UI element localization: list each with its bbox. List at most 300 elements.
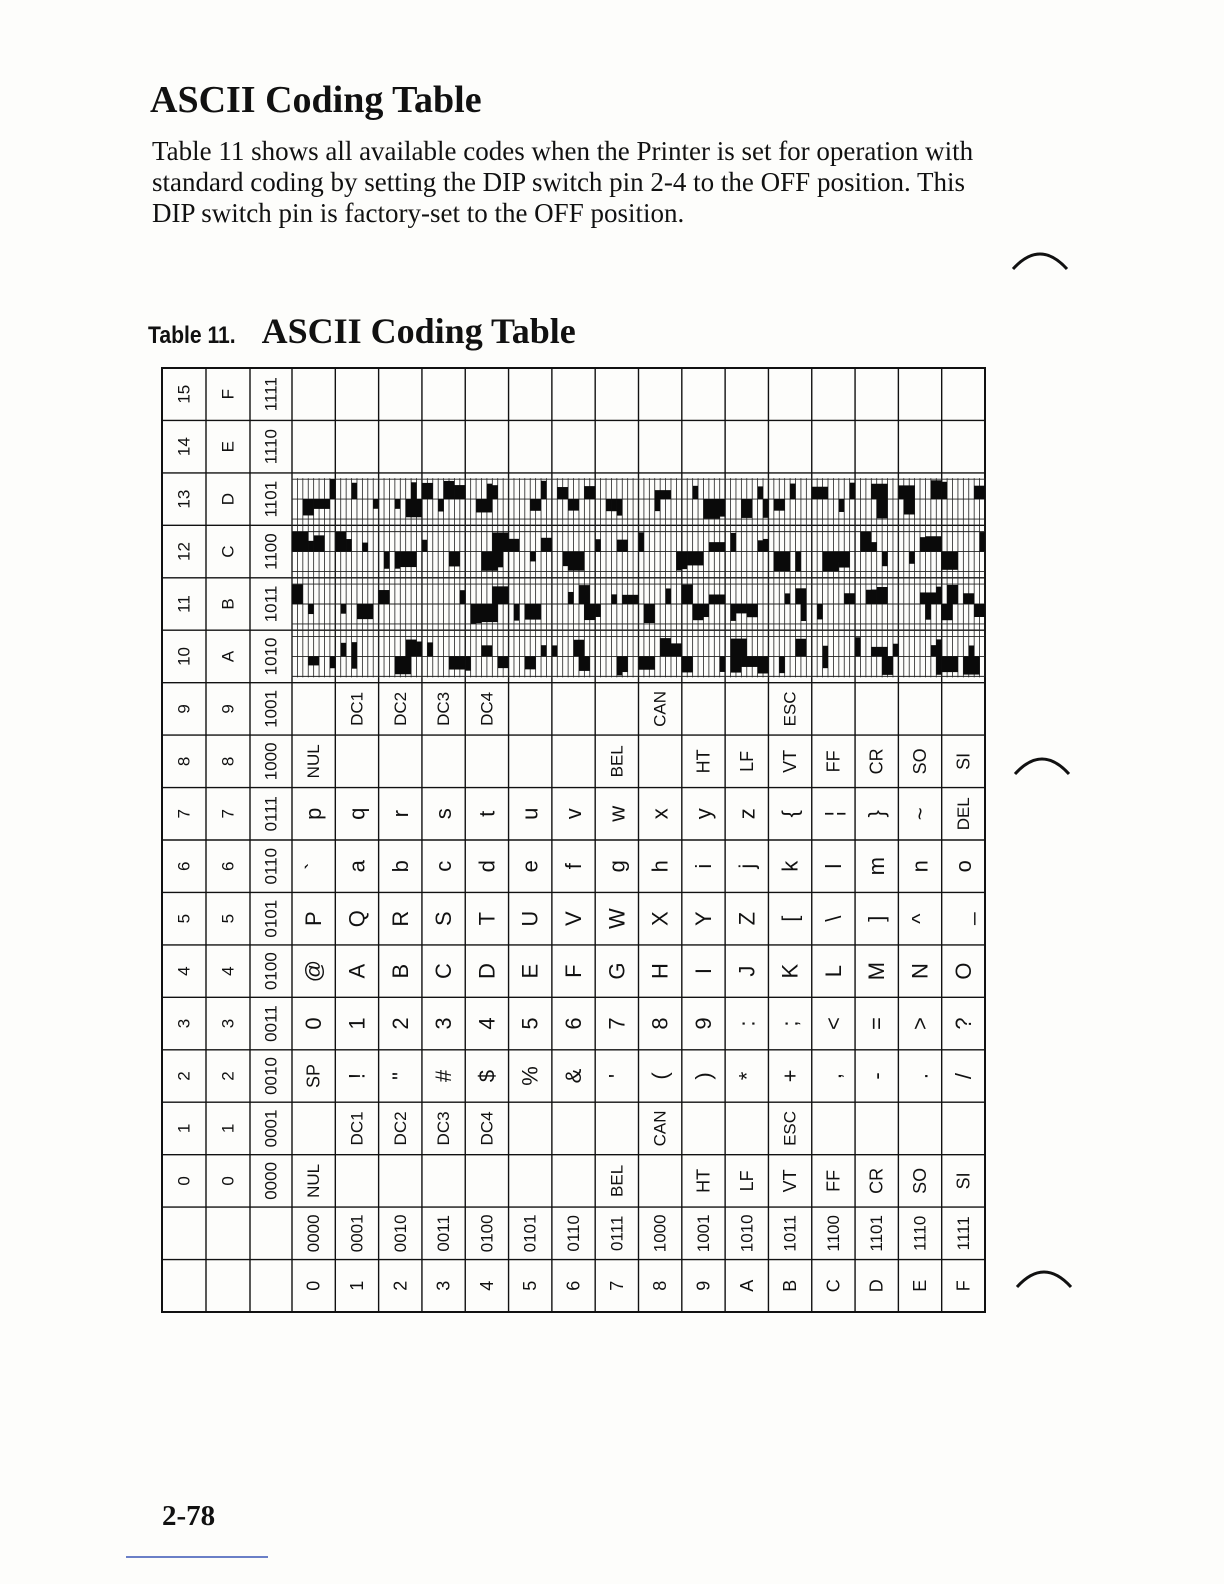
dot-block [714,499,725,517]
character-cell: O [950,962,976,980]
character-cell: ! [344,1072,370,1080]
dot-block [720,656,725,672]
column-binary-header: 1110 [910,1215,930,1251]
dot-block [655,490,671,499]
dot-block [406,640,417,657]
dot-block [574,640,585,657]
character-cell: 7 [604,1017,630,1030]
row-hex-label: 1 [218,1123,238,1134]
dot-block [481,645,492,656]
character-cell: SI [953,1172,974,1190]
row-decimal-label: 1 [174,1123,194,1134]
character-cell: " [387,1072,413,1080]
table-caption-title: ASCII Coding Table [261,311,576,351]
dot-block [871,484,887,499]
dot-block [731,656,742,672]
dot-block [395,499,400,509]
dot-block [942,552,958,570]
character-cell: = [864,1017,890,1030]
column-hex-header: A [736,1279,757,1292]
dot-block [796,588,807,604]
dot-block [422,540,427,552]
dot-block [308,656,319,665]
page-number: 2-78 [162,1500,216,1532]
dot-block [936,656,941,674]
character-cell: r [387,810,413,818]
dot-block [731,639,747,657]
character-cell: u [517,807,543,820]
character-cell: VT [780,1169,801,1193]
row-binary-label: 1110 [261,429,281,465]
character-cell: BEL [607,745,627,778]
row-hex-label: 3 [218,1018,238,1029]
column-hex-header: 3 [433,1280,454,1291]
character-cell: Z [734,911,760,926]
dot-block [855,637,860,656]
character-cell: DC3 [434,1111,454,1146]
dot-block [682,585,693,604]
dot-block [741,656,757,666]
dot-block [525,656,536,669]
character-cell: s [431,808,457,820]
character-cell: > [907,1017,933,1030]
column-binary-header: 1001 [693,1214,713,1253]
dot-block [611,594,616,604]
column-binary-header: 0110 [564,1215,584,1252]
dot-block [341,643,346,656]
dot-block [357,604,373,619]
character-cell: # [431,1069,457,1083]
character-cell: k [777,860,803,872]
dot-block [893,644,898,657]
character-cell: SP [303,1063,324,1089]
dot-block [314,535,325,551]
dot-block [584,486,595,499]
character-cell: m [864,857,890,876]
row-decimal-label: 3 [174,1018,194,1029]
character-cell: ` [301,862,327,870]
column-hex-header: 9 [693,1280,714,1291]
character-cell: I [690,968,716,975]
column-hex-header: B [780,1279,801,1292]
column-hex-header: C [823,1279,844,1293]
column-binary-header: 0111 [607,1215,627,1251]
character-cell: e [517,860,543,873]
character-cell: D [474,963,500,980]
row-hex-label: E [218,440,238,453]
dot-block [352,483,357,499]
character-cell: BEL [607,1164,627,1197]
dot-block [341,604,346,614]
character-cell: S [431,911,457,927]
dot-block [947,585,958,604]
row-binary-label: 0100 [261,952,281,991]
dot-block [963,656,979,674]
dot-block [606,499,611,511]
column-hex-header: 2 [390,1280,411,1291]
character-cell: U [517,910,543,927]
character-cell: * [734,1071,760,1081]
character-cell: W [604,908,630,930]
dot-block [346,539,351,552]
character-cell: G [604,962,630,980]
character-cell: n [907,860,933,873]
dot-block [476,499,492,512]
dot-block [541,481,546,499]
dot-block [709,594,725,604]
column-binary-header: 0000 [304,1214,324,1253]
row-decimal-label: 5 [174,913,194,924]
character-cell: ] [864,915,890,922]
character-cell: H [647,963,673,980]
dot-block [969,645,974,656]
row-decimal-label: 12 [174,542,194,562]
dot-block [877,587,888,604]
character-cell: DC1 [347,691,367,726]
dot-block [823,552,839,572]
dot-block [406,499,422,517]
row-decimal-label: 13 [174,489,194,509]
dot-block [308,604,313,614]
character-cell: 8 [647,1017,673,1030]
dot-block [352,642,357,656]
character-cell: 9 [690,1017,716,1030]
dot-block [963,593,974,604]
character-cell: ^ [907,913,933,924]
character-cell: f [561,863,587,870]
character-cell: DC3 [434,691,454,726]
dot-block [509,539,520,552]
character-cell: x [647,808,673,820]
character-cell: N [907,963,933,980]
character-cell: p [301,807,327,820]
column-binary-header: 1100 [823,1215,843,1252]
dot-block [758,656,769,673]
character-cell: V [561,911,587,927]
character-cell: ' [604,1073,630,1079]
dot-block [747,604,758,617]
row-decimal-label: 7 [174,809,194,819]
dot-block [330,479,335,499]
dot-block [498,656,509,668]
dot-block [898,485,914,499]
table-caption-label: Table 11. [148,322,236,349]
row-hex-label: C [218,545,238,558]
dot-block [362,543,367,552]
column-hex-header: 1 [346,1280,367,1291]
dot-block [774,552,790,572]
character-cell: o [950,860,976,873]
dot-block [395,656,411,674]
dot-block [487,485,498,499]
character-cell: DC2 [390,691,410,726]
character-cell: 1 [344,1017,370,1030]
dot-block [925,604,930,620]
dot-block [400,552,416,568]
character-cell: { [777,810,803,818]
column-binary-header: 1011 [780,1215,800,1252]
dot-block [308,541,313,552]
dot-block [584,604,589,619]
character-cell: i [690,863,716,869]
row-hex-label: 0 [218,1176,238,1186]
character-cell: LF [736,1170,757,1192]
dot-block [666,588,671,604]
row-decimal-label: 6 [174,861,194,871]
column-hex-header: 0 [303,1280,324,1291]
dot-block [579,585,590,604]
dot-block [801,604,806,621]
character-cell: CAN [650,1110,670,1147]
margin-arc-mark [1010,245,1070,275]
character-cell: % [517,1066,543,1086]
character-cell: - [864,1072,890,1080]
character-cell: NUL [304,1163,324,1198]
character-cell: L [820,964,846,978]
dot-block [303,499,314,515]
character-cell: y [690,808,716,820]
character-cell: DC2 [390,1111,410,1146]
character-cell: @ [301,959,327,983]
row-binary-label: 1000 [261,742,281,781]
dot-block [796,639,807,657]
dot-block [352,656,357,668]
dot-block [931,480,942,499]
page-heading: ASCII Coding Table [150,79,482,121]
dot-block [644,604,655,623]
dot-block [942,482,947,499]
character-cell: T [474,911,500,926]
dot-block [568,499,579,511]
character-cell: SO [910,748,931,775]
row-binary-label: 0011 [261,1005,281,1042]
column-binary-header: 1111 [953,1216,973,1251]
row-binary-label: 1011 [261,585,281,623]
dot-block [812,487,828,499]
character-cell: a [344,860,370,873]
dot-block [731,604,736,621]
dot-block [617,540,628,552]
dot-block [763,499,768,518]
row-hex-label: 2 [218,1071,238,1081]
character-cell: , [820,1072,846,1080]
character-cell: VT [780,749,801,773]
character-cell: ESC [780,691,800,727]
row-binary-label: 0111 [261,796,281,832]
column-binary-header: 1101 [867,1215,887,1252]
character-cell: SO [910,1167,931,1194]
dot-block [774,499,785,511]
character-cell: NUL [304,744,324,779]
dot-block [866,591,871,604]
dot-block [877,499,888,518]
column-hex-header: 8 [650,1280,671,1291]
dot-block [687,552,703,566]
character-cell: b [387,860,413,873]
dot-block [557,487,568,499]
character-cell: d [474,860,500,873]
dot-block [676,552,681,569]
dot-block [335,532,346,552]
character-cell: X [647,911,673,927]
dot-block [974,486,985,499]
character-cell: J [734,965,760,977]
character-cell: ( [647,1072,673,1080]
dot-block [460,590,465,604]
character-cell: & [561,1068,587,1084]
dot-block [411,482,416,499]
dot-block [731,533,736,552]
margin-arc-mark [1012,750,1072,780]
row-decimal-label: 14 [174,437,194,457]
character-cell: E [517,963,543,979]
dot-block [920,592,936,604]
character-cell: $ [474,1069,500,1083]
character-cell: q [344,807,370,820]
row-decimal-label: 10 [174,646,194,666]
character-cell: M [864,961,890,981]
row-binary-label: 1111 [261,377,281,412]
dot-block [736,604,747,613]
character-cell: l [820,863,846,869]
dot-block [492,586,508,604]
row-binary-label: 1010 [261,637,281,676]
dot-block [709,542,725,551]
character-cell: z [734,808,760,820]
dot-block [438,499,443,511]
character-cell: ; [777,1020,803,1027]
character-cell: + [777,1069,803,1083]
character-cell: 2 [387,1017,413,1030]
character-cell: _ [950,912,976,925]
row-binary-label: 0001 [261,1109,281,1148]
column-binary-header: 0100 [477,1214,497,1253]
row-hex-label: 7 [218,809,238,819]
character-cell: DC4 [477,1111,497,1146]
column-binary-header: 0101 [520,1214,540,1253]
dot-block [530,499,541,511]
column-binary-header: 1000 [650,1214,670,1253]
row-hex-label: A [218,650,238,663]
character-cell: DC1 [347,1111,367,1146]
column-binary-header: 0001 [347,1214,367,1253]
dot-block [682,656,693,672]
dot-block [936,587,941,604]
dot-block [525,604,541,620]
margin-arc-mark [1014,1263,1074,1293]
dot-block [465,656,470,670]
dot-block [427,642,432,656]
column-binary-header: 0011 [434,1215,454,1252]
character-cell: A [344,963,370,979]
row-decimal-label: 0 [174,1176,194,1186]
dot-block [639,656,655,669]
character-cell: 5 [517,1017,543,1030]
dot-block [796,552,801,572]
row-binary-label: 1100 [261,533,281,570]
character-cell: / [950,1072,976,1080]
character-cell: 6 [561,1017,587,1030]
character-cell: C [431,963,457,980]
dot-block [541,645,546,656]
dot-block [639,532,644,551]
dot-block [779,656,784,673]
character-cell: ~ [907,807,933,821]
row-decimal-label: 15 [174,384,194,404]
dot-block [693,604,709,617]
dot-block [850,483,855,499]
dot-block [622,595,638,604]
row-binary-label: 0110 [261,847,281,885]
dot-block [514,604,519,621]
footer-rule [126,1556,268,1558]
dot-block [379,590,390,604]
dot-block [790,484,795,500]
character-cell: g [604,860,630,873]
character-cell: t [474,810,500,817]
row-binary-label: 1101 [261,480,281,518]
character-cell: FF [823,1169,844,1192]
row-hex-label: 6 [218,861,238,871]
dot-block [471,604,482,623]
dot-block [617,499,622,515]
character-cell: FF [823,750,844,773]
row-decimal-label: 11 [174,595,194,613]
dot-block [909,552,914,564]
dot-block [980,532,985,551]
dot-block [563,552,579,567]
dot-block [860,542,876,551]
column-hex-header: 5 [520,1280,541,1291]
dot-block [882,656,893,674]
character-cell: HT [693,749,714,774]
character-cell: DEL [953,797,973,831]
character-cell: CAN [650,690,670,727]
dot-block [758,486,763,499]
dot-block [292,585,303,604]
row-decimal-label: 2 [174,1071,194,1081]
dot-block [758,540,769,551]
dot-block [682,552,687,570]
character-cell: } [864,810,890,818]
dot-block [741,499,752,518]
character-cell: 0 [301,1017,327,1030]
character-cell: . [907,1072,933,1080]
row-binary-label: 0101 [261,899,281,938]
dot-block [844,593,855,604]
dot-block [839,499,844,512]
dot-block [611,499,616,511]
character-cell: K [777,963,803,979]
column-hex-header: E [910,1279,931,1292]
column-hex-header: 6 [563,1280,584,1291]
row-binary-label: 1001 [261,689,281,728]
character-cell: \ [820,915,846,922]
dot-block [568,592,573,604]
dot-block [579,656,590,670]
row-binary-label: 0010 [261,1057,281,1095]
character-cell: 3 [431,1017,457,1030]
row-decimal-label: 9 [174,704,194,714]
dot-block [936,639,941,656]
character-cell: v [561,808,587,820]
row-hex-label: F [218,389,238,400]
character-cell: Q [344,910,370,928]
dot-block [595,604,600,617]
character-cell: ? [950,1017,976,1030]
dot-block [384,552,389,569]
dot-block [541,538,552,552]
